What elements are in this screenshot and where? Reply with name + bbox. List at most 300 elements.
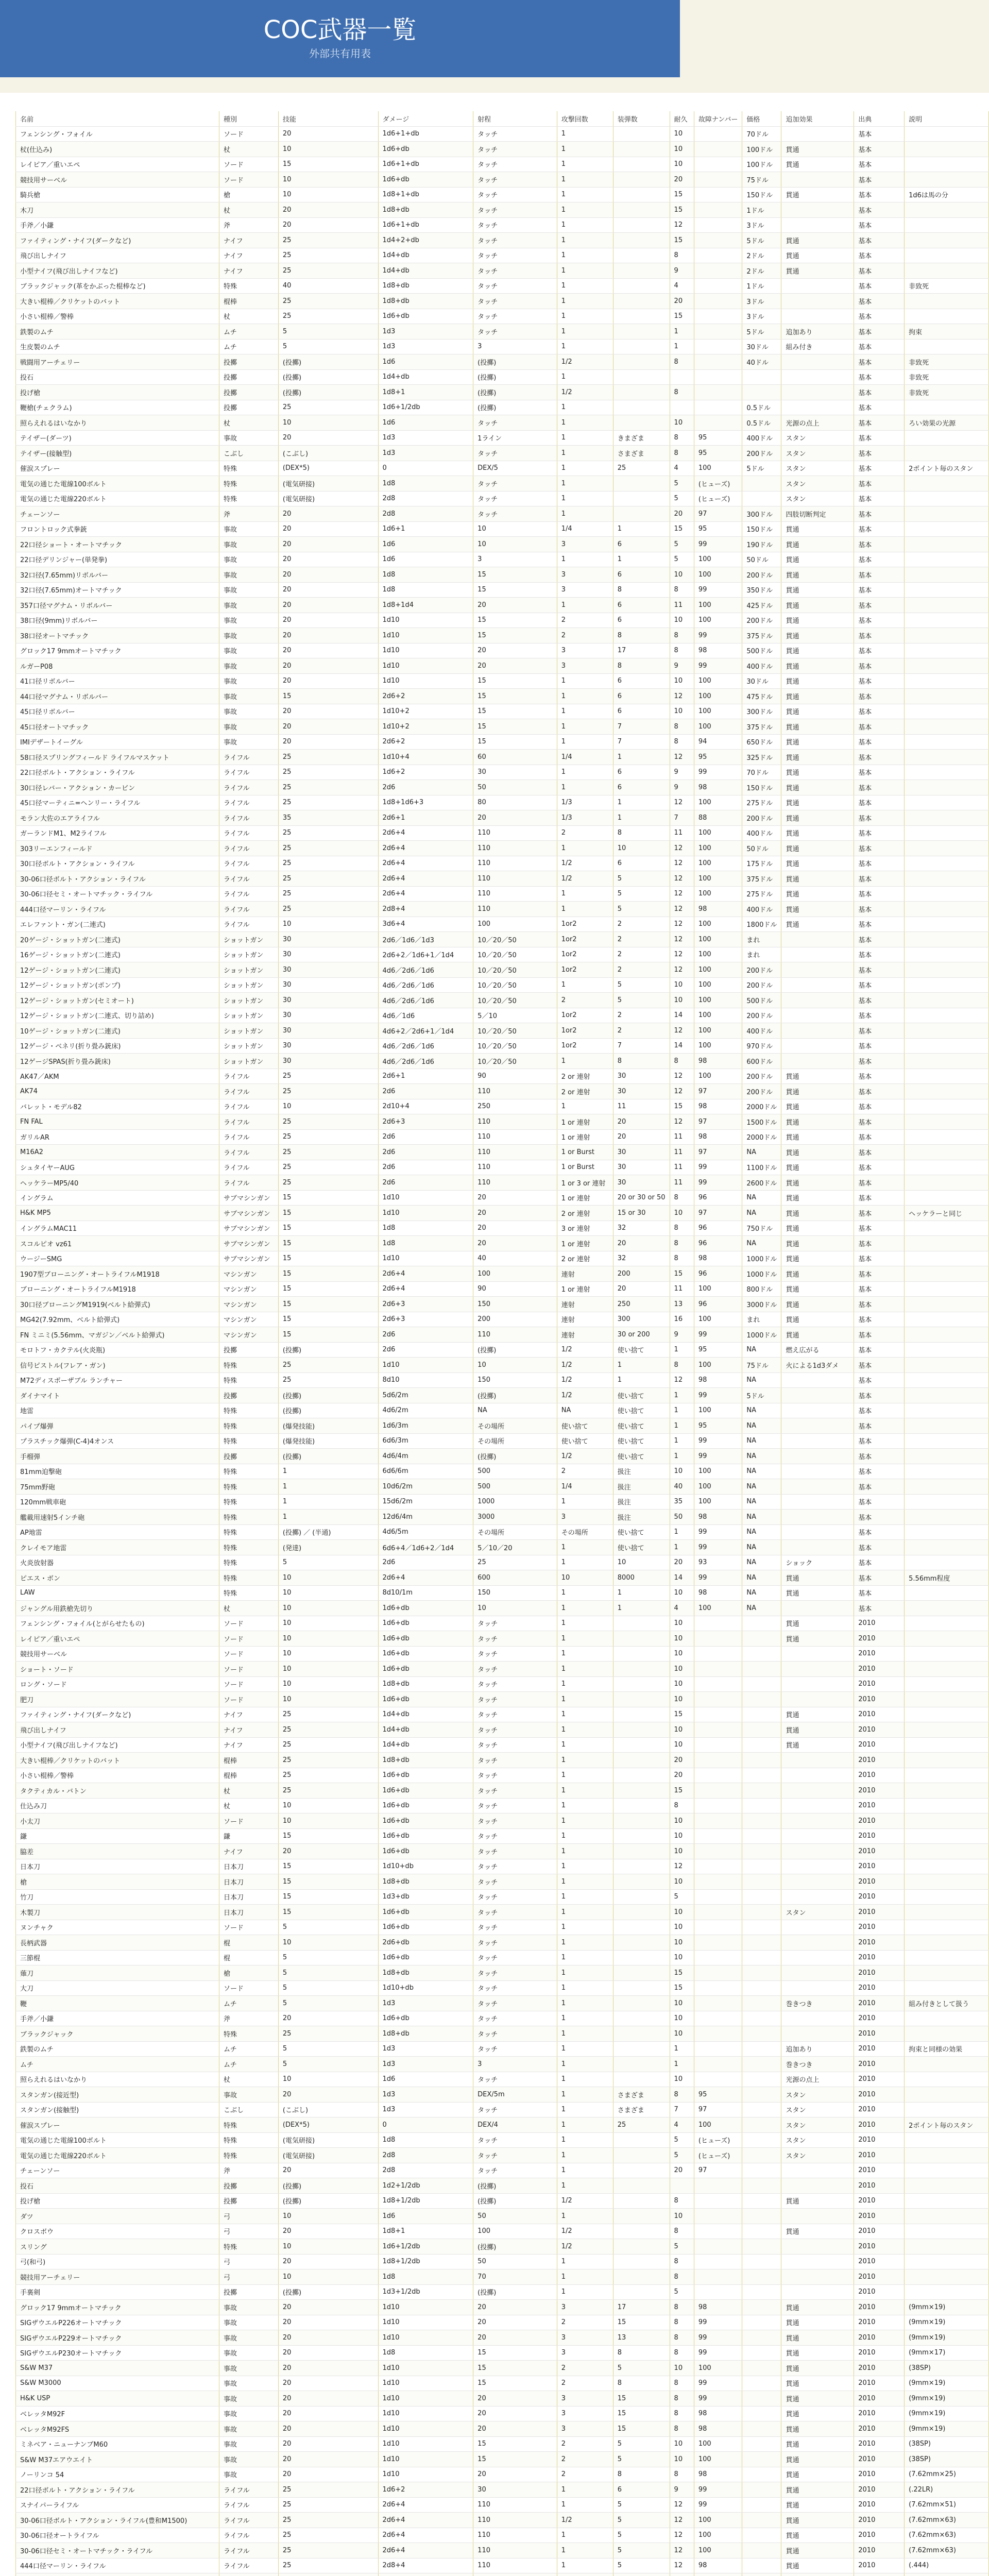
- table-row[interactable]: [16, 1281, 989, 1297]
- table-row[interactable]: [16, 1555, 989, 1570]
- table-row[interactable]: [16, 2239, 989, 2255]
- table-row[interactable]: [16, 309, 989, 324]
- cell-hp: 4: [670, 461, 694, 476]
- cell-notes: [905, 1114, 989, 1130]
- table-row[interactable]: [16, 2330, 989, 2346]
- cell-skill: 5: [278, 339, 378, 354]
- table-row[interactable]: [16, 2421, 989, 2437]
- table-row[interactable]: [16, 1206, 989, 1221]
- cell-type: ライフル: [219, 2497, 278, 2513]
- table-row[interactable]: [16, 339, 989, 354]
- table-row[interactable]: [16, 157, 989, 172]
- cell-skill: 15: [278, 1206, 378, 1221]
- table-row[interactable]: [16, 2497, 989, 2513]
- cell-skill: 25: [278, 902, 378, 917]
- table-row[interactable]: [16, 1008, 989, 1023]
- table-row[interactable]: [16, 2573, 989, 2576]
- table-row[interactable]: [16, 917, 989, 932]
- table-row[interactable]: [16, 354, 989, 370]
- table-row[interactable]: [16, 1722, 989, 1738]
- table-row[interactable]: [16, 673, 989, 689]
- cell-ammo: 1: [613, 795, 670, 810]
- column-header-skill[interactable]: 技能: [278, 111, 378, 126]
- table-row[interactable]: [16, 2117, 989, 2133]
- table-row[interactable]: [16, 369, 989, 385]
- cell-source: 基本: [854, 886, 905, 902]
- table-row[interactable]: [16, 1965, 989, 1981]
- table-row[interactable]: [16, 1905, 989, 1920]
- cell-type: 事故: [219, 2330, 278, 2346]
- cell-notes: [905, 1646, 989, 1662]
- column-header-ammo[interactable]: 装弾数: [613, 111, 670, 126]
- table-row[interactable]: [16, 2254, 989, 2269]
- cell-effect: 貫通: [781, 719, 854, 735]
- cell-ammo: 6: [613, 613, 670, 628]
- cell-price: 400ドル: [742, 658, 781, 674]
- table-row[interactable]: [16, 1327, 989, 1343]
- cell-ammo: 15: [613, 2391, 670, 2406]
- table-row[interactable]: [16, 1828, 989, 1844]
- cell-ammo: 5: [613, 871, 670, 887]
- cell-notes: [905, 765, 989, 780]
- cell-attacks: 1: [557, 1753, 613, 1768]
- cell-ammo: [613, 1980, 670, 1996]
- cell-hp: [670, 2178, 694, 2194]
- table-row[interactable]: [16, 415, 989, 431]
- cell-damage: 1d6+db: [378, 1844, 473, 1859]
- table-row[interactable]: [16, 506, 989, 522]
- table-row[interactable]: [16, 1570, 989, 1586]
- cell-price: [742, 1905, 781, 1920]
- table-row[interactable]: [16, 1524, 989, 1540]
- cell-type: 弓: [219, 2209, 278, 2224]
- table-row[interactable]: [16, 126, 989, 142]
- table-row[interactable]: [16, 765, 989, 780]
- cell-malfunction: (ヒューズ): [694, 476, 742, 492]
- table-row[interactable]: [16, 1099, 989, 1114]
- cell-damage: 2d8: [378, 506, 473, 522]
- table-row[interactable]: [16, 2163, 989, 2178]
- cell-range: 20: [473, 810, 557, 826]
- table-row[interactable]: [16, 1662, 989, 1677]
- table-row[interactable]: [16, 248, 989, 263]
- table-row[interactable]: [16, 2452, 989, 2467]
- table-row[interactable]: [16, 2148, 989, 2163]
- cell-range: タッチ: [473, 278, 557, 294]
- table-row[interactable]: [16, 1753, 989, 1768]
- column-header-range[interactable]: 射程: [473, 111, 557, 126]
- table-row[interactable]: [16, 2467, 989, 2482]
- column-header-notes[interactable]: 説明: [905, 111, 989, 126]
- table-row[interactable]: [16, 1980, 989, 1996]
- table-row[interactable]: [16, 1069, 989, 1084]
- cell-attacks: 1/2: [557, 2239, 613, 2255]
- table-row[interactable]: [16, 977, 989, 993]
- cell-price: 1ドル: [742, 278, 781, 294]
- cell-notes: [905, 1190, 989, 1206]
- table-row[interactable]: [16, 2011, 989, 2026]
- table-row[interactable]: [16, 430, 989, 446]
- cell-skill: 30: [278, 1038, 378, 1054]
- table-row[interactable]: [16, 1646, 989, 1662]
- cell-effect: 貫通: [781, 2482, 854, 2498]
- column-header-name[interactable]: 名前: [16, 111, 219, 126]
- table-row[interactable]: [16, 233, 989, 248]
- cell-malfunction: [694, 248, 742, 263]
- table-row[interactable]: [16, 810, 989, 826]
- table-row[interactable]: [16, 476, 989, 492]
- table-row[interactable]: [16, 552, 989, 567]
- cell-damage: 1d8: [378, 476, 473, 492]
- table-row[interactable]: [16, 2436, 989, 2452]
- table-row[interactable]: [16, 2558, 989, 2573]
- cell-attacks: 1: [557, 2132, 613, 2148]
- column-header-malfunction[interactable]: 故障ナンバー: [694, 111, 742, 126]
- cell-attacks: 1: [557, 248, 613, 263]
- cell-price: NA: [742, 1585, 781, 1601]
- page-title: COC武器一覧: [263, 15, 417, 44]
- table-row[interactable]: [16, 947, 989, 962]
- cell-name: 催涙スプレー: [16, 461, 219, 476]
- table-row[interactable]: [16, 993, 989, 1008]
- table-row[interactable]: [16, 217, 989, 233]
- cell-name: 30口径ボルト・アクション・ライフル: [16, 856, 219, 871]
- cell-damage: 4d6／2d6／1d6: [378, 993, 473, 1008]
- cell-ammo: 8: [613, 582, 670, 598]
- table-row[interactable]: [16, 263, 989, 279]
- cell-skill: 25: [278, 2482, 378, 2498]
- table-row[interactable]: [16, 2209, 989, 2224]
- cell-damage: 1d4+db: [378, 1707, 473, 1722]
- cell-notes: (7.62mm×63): [905, 2543, 989, 2558]
- table-row[interactable]: [16, 2224, 989, 2239]
- table-row[interactable]: [16, 1707, 989, 1722]
- table-row[interactable]: [16, 202, 989, 218]
- table-row[interactable]: [16, 2482, 989, 2498]
- table-row[interactable]: [16, 780, 989, 795]
- table-row[interactable]: [16, 385, 989, 400]
- cell-skill: 25: [278, 1722, 378, 1738]
- table-row[interactable]: [16, 2041, 989, 2057]
- table-row[interactable]: [16, 658, 989, 674]
- cell-type: 特殊: [219, 461, 278, 476]
- cell-hp: 12: [670, 2558, 694, 2573]
- cell-hp: [670, 2573, 694, 2576]
- cell-price: 150ドル: [742, 521, 781, 537]
- cell-range: 250: [473, 1099, 557, 1114]
- table-row[interactable]: [16, 1418, 989, 1434]
- table-row[interactable]: [16, 400, 989, 415]
- cell-attacks: 1: [557, 1874, 613, 1890]
- table-row[interactable]: [16, 1464, 989, 1479]
- cell-name: 地雷: [16, 1403, 219, 1418]
- table-row[interactable]: [16, 1737, 989, 1753]
- table-row[interactable]: [16, 1510, 989, 1525]
- table-row[interactable]: [16, 2284, 989, 2300]
- cell-malfunction: 98: [694, 1129, 742, 1145]
- table-row[interactable]: [16, 2528, 989, 2543]
- table-row[interactable]: [16, 1054, 989, 1069]
- table-row[interactable]: [16, 1935, 989, 1951]
- cell-attacks: 1: [557, 369, 613, 385]
- table-row[interactable]: [16, 750, 989, 765]
- table-row[interactable]: [16, 1221, 989, 1236]
- cell-range: 20: [473, 1190, 557, 1206]
- table-row[interactable]: [16, 582, 989, 598]
- table-row[interactable]: [16, 1175, 989, 1191]
- table-row[interactable]: [16, 2087, 989, 2103]
- cell-price: [742, 1783, 781, 1799]
- table-row[interactable]: [16, 2269, 989, 2285]
- cell-attacks: 1or2: [557, 932, 613, 947]
- table-row[interactable]: [16, 1372, 989, 1388]
- cell-effect: [781, 1662, 854, 1677]
- table-row[interactable]: [16, 1631, 989, 1647]
- cell-malfunction: 98: [694, 2300, 742, 2315]
- table-row[interactable]: [16, 1676, 989, 1692]
- cell-skill: 10: [278, 415, 378, 431]
- table-row[interactable]: [16, 521, 989, 537]
- cell-price: 1000ドル: [742, 1327, 781, 1343]
- cell-notes: [905, 1692, 989, 1707]
- table-row[interactable]: [16, 1084, 989, 1099]
- table-row[interactable]: [16, 2345, 989, 2361]
- table-row[interactable]: [16, 1358, 989, 1373]
- cell-malfunction: 98: [694, 2558, 742, 2573]
- table-row[interactable]: [16, 1844, 989, 1859]
- table-row[interactable]: [16, 704, 989, 719]
- table-row[interactable]: [16, 871, 989, 887]
- table-row[interactable]: [16, 2513, 989, 2528]
- table-row[interactable]: [16, 932, 989, 947]
- table-row[interactable]: [16, 613, 989, 628]
- table-row[interactable]: [16, 1889, 989, 1905]
- cell-hp: 8: [670, 1054, 694, 1069]
- column-header-hp[interactable]: 耐久: [670, 111, 694, 126]
- cell-damage: 1d10+2: [378, 719, 473, 735]
- table-row[interactable]: [16, 1190, 989, 1206]
- table-row[interactable]: [16, 1814, 989, 1829]
- table-row[interactable]: [16, 2193, 989, 2209]
- table-row[interactable]: [16, 719, 989, 735]
- table-row[interactable]: [16, 294, 989, 309]
- table-row[interactable]: [16, 2132, 989, 2148]
- cell-malfunction: 99: [694, 1433, 742, 1449]
- cell-type: サブマシンガン: [219, 1236, 278, 1251]
- column-header-type[interactable]: 種別: [219, 111, 278, 126]
- table-row[interactable]: [16, 1540, 989, 1555]
- table-row[interactable]: [16, 2315, 989, 2330]
- table-row[interactable]: [16, 1950, 989, 1965]
- cell-attacks: 1: [557, 2163, 613, 2178]
- table-row[interactable]: [16, 1585, 989, 1601]
- cell-name: 飛び出しナイフ: [16, 1722, 219, 1738]
- table-row[interactable]: [16, 278, 989, 294]
- cell-attacks: 3: [557, 2391, 613, 2406]
- cell-effect: [781, 2573, 854, 2576]
- cell-range: タッチ: [473, 1844, 557, 1859]
- table-row[interactable]: [16, 1160, 989, 1175]
- table-row[interactable]: [16, 2391, 989, 2406]
- table-row[interactable]: [16, 1798, 989, 1814]
- table-row[interactable]: [16, 461, 989, 476]
- cell-skill: 20: [278, 567, 378, 583]
- cell-effect: 貫通: [781, 2452, 854, 2467]
- table-row[interactable]: [16, 1129, 989, 1145]
- cell-range: 50: [473, 2209, 557, 2224]
- cell-name: ルガーP08: [16, 658, 219, 674]
- table-row[interactable]: [16, 187, 989, 202]
- cell-hp: 12: [670, 2513, 694, 2528]
- cell-effect: [781, 385, 854, 400]
- cell-attacks: 3 or 連射: [557, 1221, 613, 1236]
- cell-skill: 15: [278, 157, 378, 172]
- table-row[interactable]: [16, 841, 989, 856]
- table-row[interactable]: [16, 1297, 989, 1312]
- cell-attacks: 1/2: [557, 2513, 613, 2528]
- table-row[interactable]: [16, 2026, 989, 2042]
- cell-malfunction: 98: [694, 1099, 742, 1114]
- cell-skill: 15: [278, 1236, 378, 1251]
- table-row[interactable]: [16, 1266, 989, 1282]
- table-row[interactable]: [16, 734, 989, 750]
- cell-skill: 5: [278, 1555, 378, 1570]
- cell-effect: スタン: [781, 446, 854, 461]
- table-row[interactable]: [16, 2543, 989, 2558]
- cell-ammo: [613, 2132, 670, 2148]
- cell-damage: 1d3: [378, 339, 473, 354]
- table-row[interactable]: [16, 1449, 989, 1464]
- table-row[interactable]: [16, 2057, 989, 2072]
- table-row[interactable]: [16, 1251, 989, 1266]
- cell-price: [742, 2163, 781, 2178]
- cell-price: NA: [742, 1145, 781, 1160]
- table-row[interactable]: [16, 1038, 989, 1054]
- table-row[interactable]: [16, 1236, 989, 1251]
- table-row[interactable]: [16, 962, 989, 978]
- table-row[interactable]: [16, 1312, 989, 1327]
- table-row[interactable]: [16, 2072, 989, 2087]
- table-row[interactable]: [16, 1145, 989, 1160]
- table-row[interactable]: [16, 142, 989, 157]
- cell-price: [742, 2254, 781, 2269]
- cell-range: タッチ: [473, 1707, 557, 1722]
- cell-attacks: 連射: [557, 1297, 613, 1312]
- column-header-price[interactable]: 価格: [742, 111, 781, 126]
- table-row[interactable]: [16, 1920, 989, 1935]
- cell-type: 棍棒: [219, 1753, 278, 1768]
- column-header-attacks[interactable]: 攻撃回数: [557, 111, 613, 126]
- cell-range: タッチ: [473, 294, 557, 309]
- cell-effect: 貫通: [781, 841, 854, 856]
- table-row[interactable]: [16, 598, 989, 613]
- cell-attacks: 1: [557, 2057, 613, 2072]
- table-row[interactable]: [16, 2376, 989, 2391]
- table-row[interactable]: [16, 1023, 989, 1039]
- table-row[interactable]: [16, 1874, 989, 1890]
- table-row[interactable]: [16, 2361, 989, 2376]
- table-row[interactable]: [16, 1114, 989, 1130]
- cell-damage: 1d6+1/2db: [378, 2239, 473, 2255]
- table-row[interactable]: [16, 324, 989, 340]
- table-row[interactable]: [16, 1601, 989, 1616]
- table-row[interactable]: [16, 689, 989, 704]
- table-row[interactable]: [16, 172, 989, 188]
- cell-hp: 5: [670, 2132, 694, 2148]
- table-row[interactable]: [16, 1996, 989, 2011]
- table-row[interactable]: [16, 795, 989, 810]
- table-row[interactable]: [16, 1433, 989, 1449]
- cell-skill: 10: [278, 1662, 378, 1677]
- cell-malfunction: [694, 385, 742, 400]
- table-row[interactable]: [16, 1479, 989, 1495]
- cell-price: [742, 2239, 781, 2255]
- table-row[interactable]: [16, 1342, 989, 1358]
- table-row[interactable]: [16, 856, 989, 871]
- table-row[interactable]: [16, 1494, 989, 1510]
- table-row[interactable]: [16, 567, 989, 583]
- column-header-source[interactable]: 出典: [854, 111, 905, 126]
- table-row[interactable]: [16, 1859, 989, 1874]
- table-row[interactable]: [16, 446, 989, 461]
- cell-ammo: 1: [613, 1601, 670, 1616]
- cell-malfunction: [694, 415, 742, 431]
- table-row[interactable]: [16, 1616, 989, 1631]
- cell-name: 投げ槍: [16, 2193, 219, 2209]
- cell-malfunction: 100: [694, 673, 742, 689]
- cell-damage: 1d8: [378, 1236, 473, 1251]
- table-row[interactable]: [16, 1768, 989, 1783]
- cell-source: 基本: [854, 202, 905, 218]
- table-row[interactable]: [16, 2406, 989, 2421]
- table-row[interactable]: [16, 1403, 989, 1418]
- cell-effect: 貫通: [781, 1616, 854, 1631]
- table-row[interactable]: [16, 628, 989, 643]
- column-header-effect[interactable]: 追加効果: [781, 111, 854, 126]
- table-row[interactable]: [16, 491, 989, 506]
- column-header-damage[interactable]: ダメージ: [378, 111, 473, 126]
- cell-type: 事故: [219, 552, 278, 567]
- table-row[interactable]: [16, 2102, 989, 2117]
- table-row[interactable]: [16, 825, 989, 841]
- cell-range: 30: [473, 2482, 557, 2498]
- cell-attacks: 1: [557, 1722, 613, 1738]
- cell-ammo: [613, 126, 670, 142]
- cell-type: ショットガン: [219, 962, 278, 978]
- table-row[interactable]: [16, 1783, 989, 1799]
- cell-ammo: 6: [613, 537, 670, 552]
- table-row[interactable]: [16, 2178, 989, 2194]
- cell-name: 照らえれるはいなかり: [16, 2072, 219, 2087]
- cell-attacks: 1: [557, 1920, 613, 1935]
- cell-type: 斧: [219, 2011, 278, 2026]
- cell-price: 1500ドル: [742, 1114, 781, 1130]
- cell-type: ライフル: [219, 1099, 278, 1114]
- cell-source: 2010: [854, 2148, 905, 2163]
- cell-damage: 1d3: [378, 430, 473, 446]
- table-row[interactable]: [16, 902, 989, 917]
- table-row[interactable]: [16, 1692, 989, 1707]
- table-row[interactable]: [16, 537, 989, 552]
- table-row[interactable]: [16, 643, 989, 658]
- table-row[interactable]: [16, 1388, 989, 1403]
- table-row[interactable]: [16, 2300, 989, 2315]
- cell-hp: 10: [670, 1206, 694, 1221]
- table-row[interactable]: [16, 886, 989, 902]
- cell-malfunction: 96: [694, 1297, 742, 1312]
- cell-damage: 1d6+db: [378, 1950, 473, 1965]
- cell-skill: 25: [278, 309, 378, 324]
